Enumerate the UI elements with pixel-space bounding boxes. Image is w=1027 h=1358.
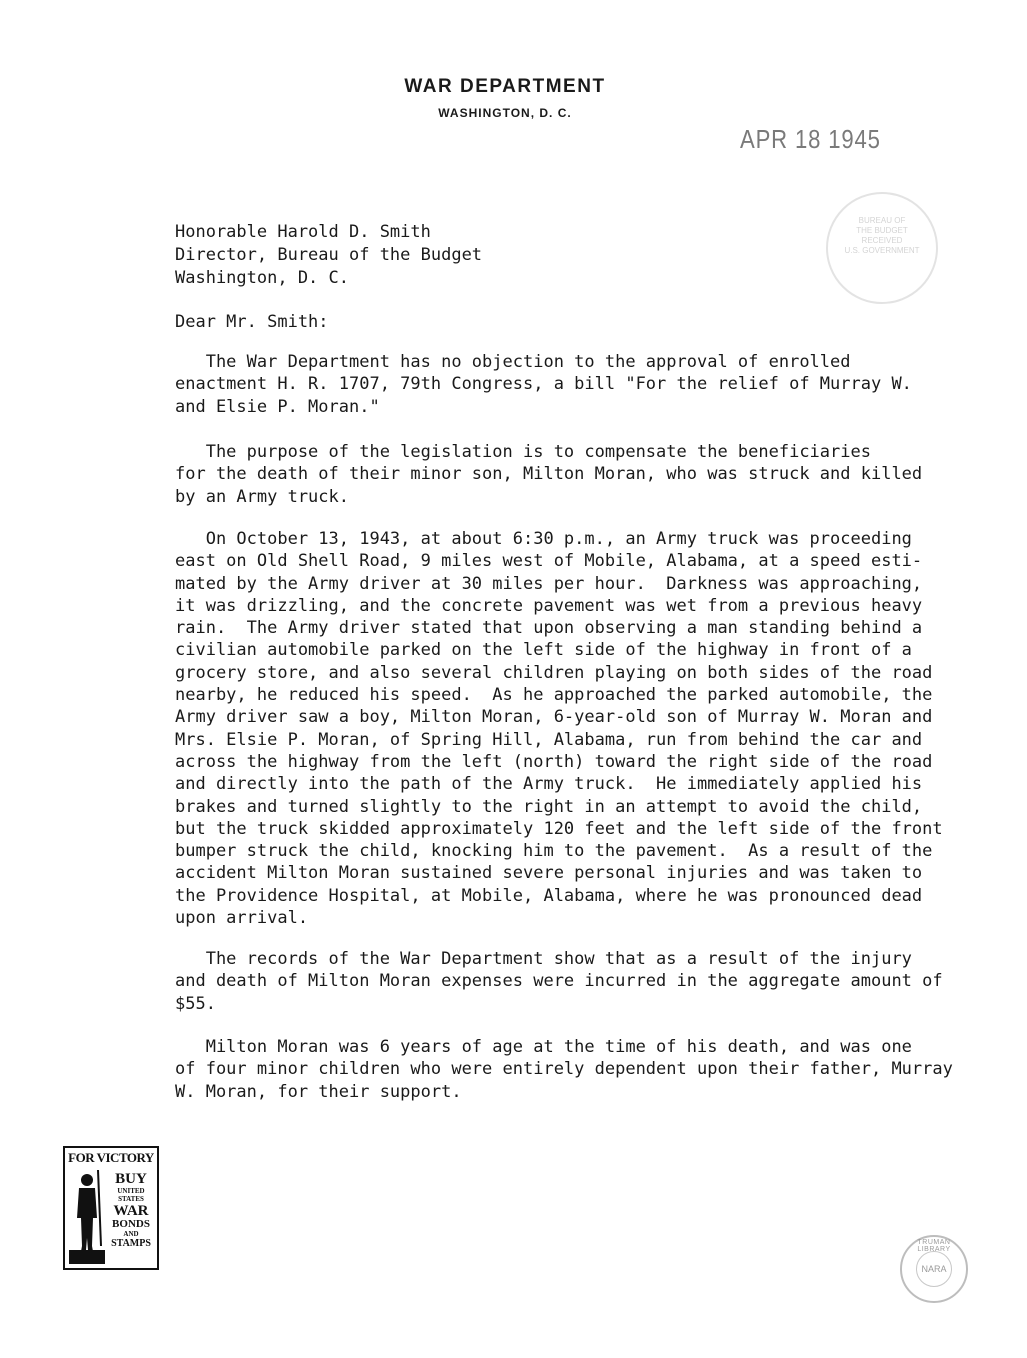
address-line-title: Director, Bureau of the Budget bbox=[175, 245, 483, 265]
bond-bonds: BONDS bbox=[112, 1218, 150, 1230]
letterhead-location: WASHINGTON, D. C. bbox=[438, 106, 572, 120]
nara-seal bbox=[900, 1235, 968, 1303]
body-paragraph-4: The records of the War Department show that as a result of the injury and death of Milton Moran expenses were incurred in the aggregate amount of $55. bbox=[175, 949, 943, 1014]
received-stamp bbox=[826, 192, 938, 304]
received-stamp-line: THE BUDGET bbox=[856, 226, 908, 235]
received-stamp-line: U.S. GOVERNMENT bbox=[844, 246, 920, 255]
received-stamp-line: RECEIVED bbox=[861, 236, 903, 245]
minuteman-icon bbox=[67, 1166, 107, 1266]
body-paragraph-5: Milton Moran was 6 years of age at the time of his death, and was one of four minor children who were entirely dependent upon their father, Murray W. Moran, for their support. bbox=[175, 1037, 953, 1102]
war-bonds-stamp-header: FOR VICTORY bbox=[68, 1150, 154, 1165]
nara-seal-ring: TRUMAN LIBRARY bbox=[917, 1239, 951, 1253]
bond-buy: BUY bbox=[115, 1171, 147, 1187]
bond-war: WAR bbox=[113, 1203, 149, 1219]
salutation: Dear Mr. Smith: bbox=[175, 312, 329, 332]
bond-stamps: STAMPS bbox=[111, 1238, 151, 1249]
letterhead-title: WAR DEPARTMENT bbox=[404, 76, 606, 97]
bond-states: STATES bbox=[118, 1195, 144, 1203]
war-bonds-stamp bbox=[63, 1146, 159, 1270]
war-bonds-stamp-text bbox=[105, 1172, 157, 1249]
recipient-address bbox=[175, 221, 482, 290]
nara-seal-center: NARA bbox=[916, 1251, 952, 1287]
address-line-city: Washington, D. C. bbox=[175, 268, 349, 288]
address-line-name: Honorable Harold D. Smith bbox=[175, 222, 431, 242]
body-paragraph-2: The purpose of the legislation is to compensate the beneficiaries for the death of their minor son, Milton Moran, who was struck and killed by an Army truck. bbox=[175, 442, 923, 507]
bond-united: UNITED bbox=[117, 1187, 145, 1195]
body-paragraph-1: The War Department has no objection to the approval of enrolled enactment H. R. 1707, 79th Congress, a bill "For the relief of Murray W. and Elsie P. Moran." bbox=[175, 352, 912, 417]
date-stamp: APR 18 1945 bbox=[740, 124, 881, 154]
body-paragraph-3: On October 13, 1943, at about 6:30 p.m., an Army truck was proceeding east on Old Shell Road, 9 miles west of Mobile, Alabama, at a speed esti- mated by the Army driver at 30 miles per hour. Darkness was approaching, it was drizzling, and the concrete pavement was wet from a previous heavy rain. The Army driver stated that upon observing a man standing behind a civilian automobile parked on the left side of the highway in front of a grocery store, and also several children playing on both sides of the road nearby, he reduced his speed. As he approached the parked automobile, the Army driver saw a boy, Milton Moran, 6-year-old son of Murray W. Moran and Mrs. Elsie P. Moran, of Spring Hill, Alabama, run from behind the car and across the highway from the left (north) toward the right side of the road and directly into the path of the Army truck. He immediately applied his brakes and turned slightly to the right in an attempt to avoid the child, but the truck skidded approximately 120 feet and the left side of the front bumper struck the child, knocking him to the pavement. As a result of the accident Milton Moran sustained severe personal injuries and was taken to the Providence Hospital, at Mobile, Alabama, where he was pronounced dead upon arrival. bbox=[175, 529, 943, 929]
bond-and: AND bbox=[123, 1230, 139, 1238]
received-stamp-line: BUREAU OF bbox=[858, 216, 906, 225]
